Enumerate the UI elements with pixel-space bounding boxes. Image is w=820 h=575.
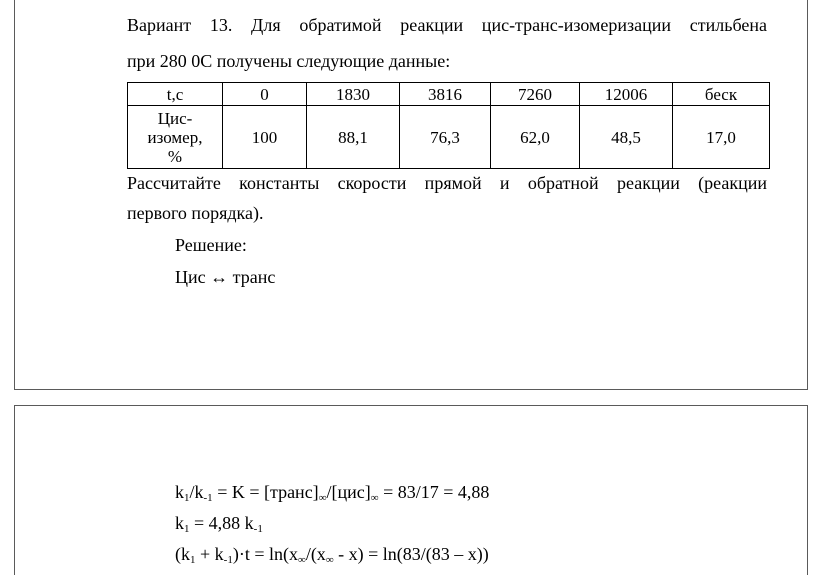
paragraph-task-line1: Рассчитайте константы скорости прямой и обратной реакции (реакции [127, 173, 767, 193]
paragraph-variant-line2: при 280 0С получены следующие данные: [127, 51, 451, 71]
row-label-line: % [167, 146, 183, 166]
document-page-1 [14, 0, 808, 390]
table-cell: 0 [223, 83, 307, 106]
row-label-line: Цис- [157, 108, 193, 128]
document-page-2 [14, 405, 808, 575]
paragraph-task-line2: первого порядка). [127, 203, 264, 223]
page-gap [0, 390, 820, 405]
table-cell: 7260 [491, 83, 580, 106]
table-cell: 76,3 [400, 106, 491, 169]
table-row-label [128, 106, 223, 169]
table-cell: 17,0 [673, 106, 770, 169]
data-table [127, 82, 770, 169]
table-cell: 3816 [400, 83, 491, 106]
table-cell: беск [673, 83, 770, 106]
table-cell: 48,5 [580, 106, 673, 169]
row-label-line: изомер, [147, 127, 203, 147]
equation-k1: $k_1 = 4,88$ $k_{-1}$ [175, 513, 263, 535]
paragraph-variant-line1: Вариант 13. Для обратимой реакции цис-транс-изомеризации стильбена [127, 15, 767, 35]
table-cell: 88,1 [307, 106, 400, 169]
table-header-label: t,c [128, 83, 223, 106]
equation-equilibrium-constant: $k_1/k_{-1} = K$ = $[транс]_\infty/[цис]_\infty = 83/17 = 4,88$ [175, 482, 490, 504]
table-cell: 1830 [307, 83, 400, 106]
equation-rate-law: $(k_1 + k_{-1})\cdot t = \ln(x_\infty/(x_\infty - x) = \ln(83/(83 - x))$ [175, 544, 489, 566]
reaction-equation: Цис ↔ транс [175, 267, 276, 287]
table-cell: 62,0 [491, 106, 580, 169]
solution-label: Решение: [175, 235, 247, 255]
table-row-cis-isomer [128, 106, 770, 169]
table-cell: 100 [223, 106, 307, 169]
table-cell: 12006 [580, 83, 673, 106]
table-row-time [128, 83, 770, 106]
